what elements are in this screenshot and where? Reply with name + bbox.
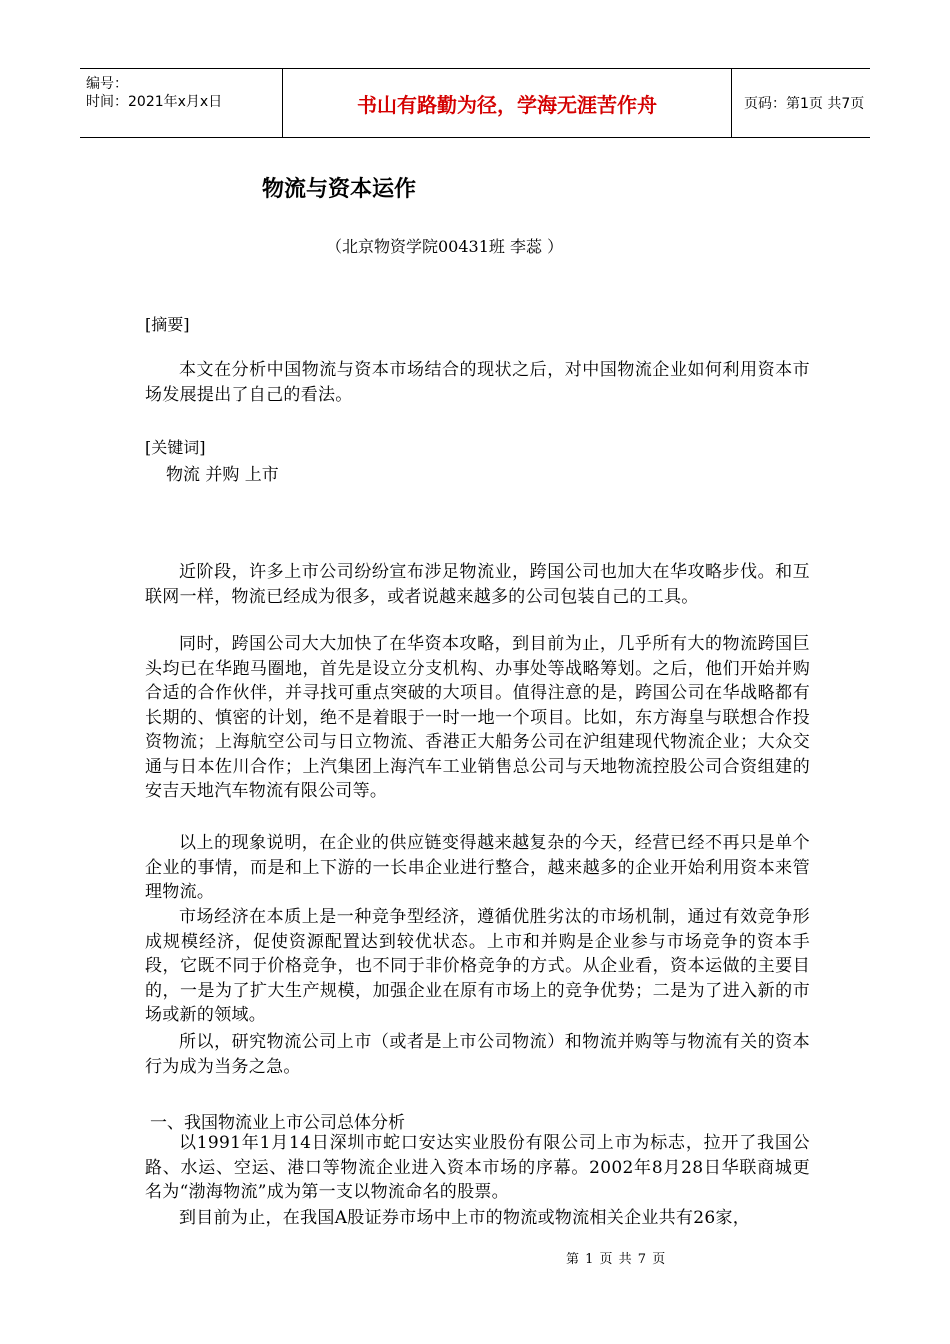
body-paragraph: 近阶段，许多上市公司纷纷宣布涉足物流业，跨国公司也加大在华攻略步伐。和互联网一样，物流已经成为很多，或者说越来越多的公司包装自己的工具。	[145, 562, 810, 607]
section-paragraph: 以1991年1月14日深圳市蛇口安达实业股份有限公司上市为标志，拉开了我国公路、水运、空运、港口等物流企业进入资本市场的序幕。2002年8月28日华联商城更名为“渤海物流”成为第一支以物流命名的股票。	[145, 1133, 810, 1202]
time-label: 时间：2021年x月x日	[86, 94, 223, 110]
body-paragraph: 市场经济在本质上是一种竞争型经济，遵循优胜劣汰的市场机制，通过有效竞争形成规模经济，促使资源配置达到较优状态。上市和并购是企业参与市场竞争的资本手段，它既不同于价格竞争，也不同于非价格竞争的方式。从企业看，资本运做的主要目的，一是为了扩大生产规模，加强企业在原有市场上的竞争优势；二是为了进入新的市场或新的领域。	[145, 907, 810, 1025]
header-page-label: 页码：第1页 共7页	[744, 96, 865, 112]
page-header	[80, 68, 870, 138]
abstract-label: [摘要]	[145, 315, 190, 334]
keywords-text: 物流 并购 上市	[166, 465, 279, 485]
author-line: （北京物资学院00431班 李蕊 ）	[326, 237, 564, 256]
document-title: 物流与资本运作	[262, 177, 417, 202]
section-heading: 一、我国物流业上市公司总体分析	[150, 1113, 405, 1133]
page-footer: 第 1 页 共 7 页	[566, 1252, 667, 1267]
header-motto: 书山有路勤为径，学海无涯苦作舟	[282, 69, 732, 137]
keywords-label: [关键词]	[145, 438, 206, 457]
header-meta	[80, 69, 282, 137]
section-paragraph: 到目前为止，在我国A股证券市场中上市的物流或物流相关企业共有26家，	[179, 1208, 751, 1228]
body-paragraph: 所以，研究物流公司上市（或者是上市公司物流）和物流并购等与物流有关的资本行为成为当务之急。	[145, 1032, 810, 1077]
number-label: 编号：	[86, 76, 128, 92]
abstract-text: 本文在分析中国物流与资本市场结合的现状之后，对中国物流企业如何利用资本市场发展提出了自己的看法。	[145, 360, 810, 405]
body-paragraph: 同时，跨国公司大大加快了在华资本攻略，到目前为止，几乎所有大的物流跨国巨头均已在华跑马圈地，首先是设立分支机构、办事处等战略筹划。之后，他们开始并购合适的合作伙伴，并寻找可重点突破的大项目。值得注意的是，跨国公司在华战略都有长期的、慎密的计划，绝不是着眼于一时一地一个项目。比如，东方海皇与联想合作投资物流；上海航空公司与日立物流、香港正大船务公司在沪组建现代物流企业；大众交通与日本佐川合作；上汽集团上海汽车工业销售总公司与天地物流控股公司合资组建的安吉天地汽车物流有限公司等。	[145, 634, 810, 801]
body-paragraph: 以上的现象说明，在企业的供应链变得越来越复杂的今天，经营已经不再只是单个企业的事情，而是和上下游的一长串企业进行整合，越来越多的企业开始利用资本来管理物流。	[145, 833, 810, 902]
